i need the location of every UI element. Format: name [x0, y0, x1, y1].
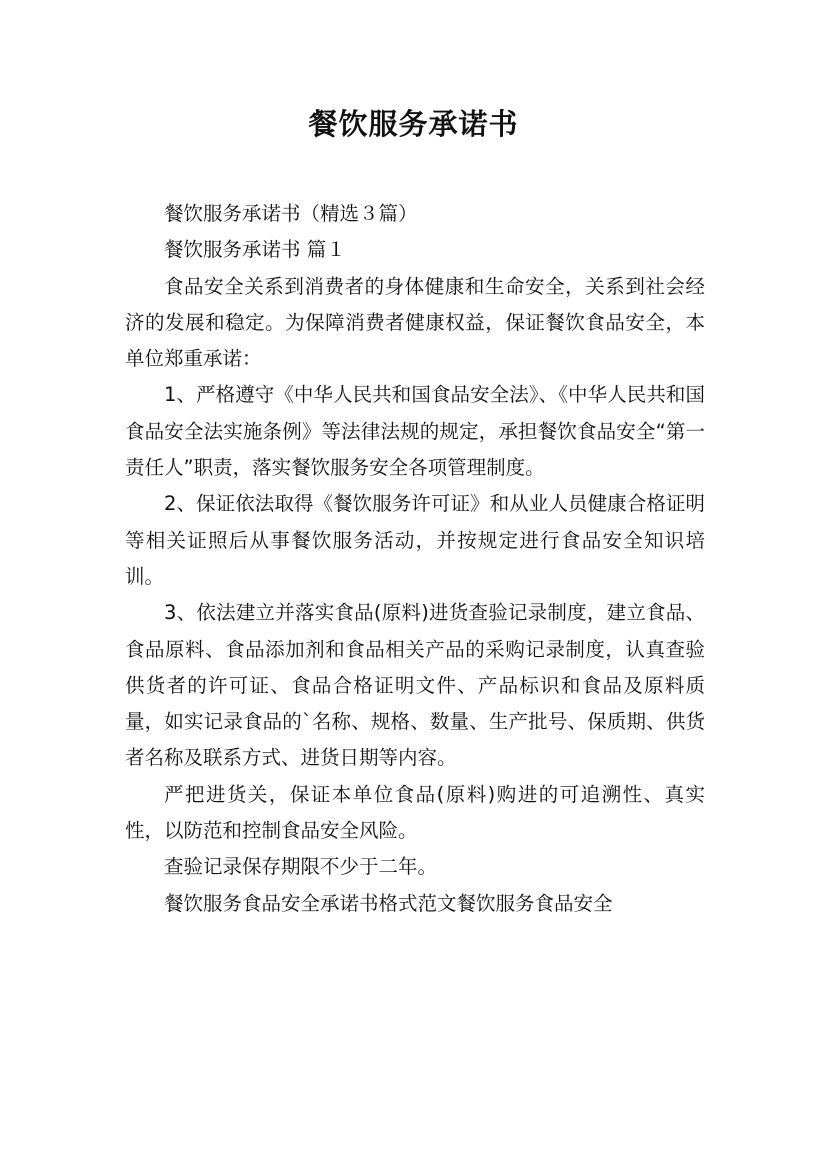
paragraph-retention: 查验记录保存期限不少于二年。 [164, 855, 438, 879]
paragraph-subtitle: 餐饮服务承诺书（精选３篇） [164, 202, 418, 225]
document-body [125, 196, 705, 922]
paragraph-item-1: 1、严格遵守《中华人民共和国食品安全法》、《中华人民共和国食品安全法实施条例》等法律法规的规定，承担餐饮食品安全“第一责任人”职责，落实餐饮服务安全各项管理制度。 [125, 383, 705, 480]
paragraph-intro: 食品安全关系到消费者的身体健康和生命安全，关系到社会经济的发展和稳定。为保障消费者健康权益，保证餐饮食品安全，本单位郑重承诺： [125, 274, 705, 371]
paragraph-inspection: 严把进货关，保证本单位食品(原料)购进的可追溯性、真实性，以防范和控制食品安全风险。 [125, 782, 705, 843]
paragraph-item-3: 3、依法建立并落实食品(原料)进货查验记录制度，建立食品、食品原料、食品添加剂和食品相关产品的采购记录制度，认真查验供货者的许可证、食品合格证明文件、产品标识和食品及原料质量，如实记录食品的`名称、规格、数量、生产批号、保质期、供货者名称及联系方式、进货日期等内容。 [125, 601, 705, 770]
paragraph-closing: 餐饮服务食品安全承诺书格式范文餐饮服务食品安全 [164, 891, 613, 915]
paragraph-section-heading: 餐饮服务承诺书 篇１ [164, 238, 346, 262]
paragraph-item-2: 2、保证依法取得《餐饮服务许可证》和从业人员健康合格证明等相关证照后从事餐饮服务活动，并按规定进行食品安全知识培训。 [125, 492, 705, 588]
document-title: 餐饮服务承诺书 [308, 107, 519, 141]
